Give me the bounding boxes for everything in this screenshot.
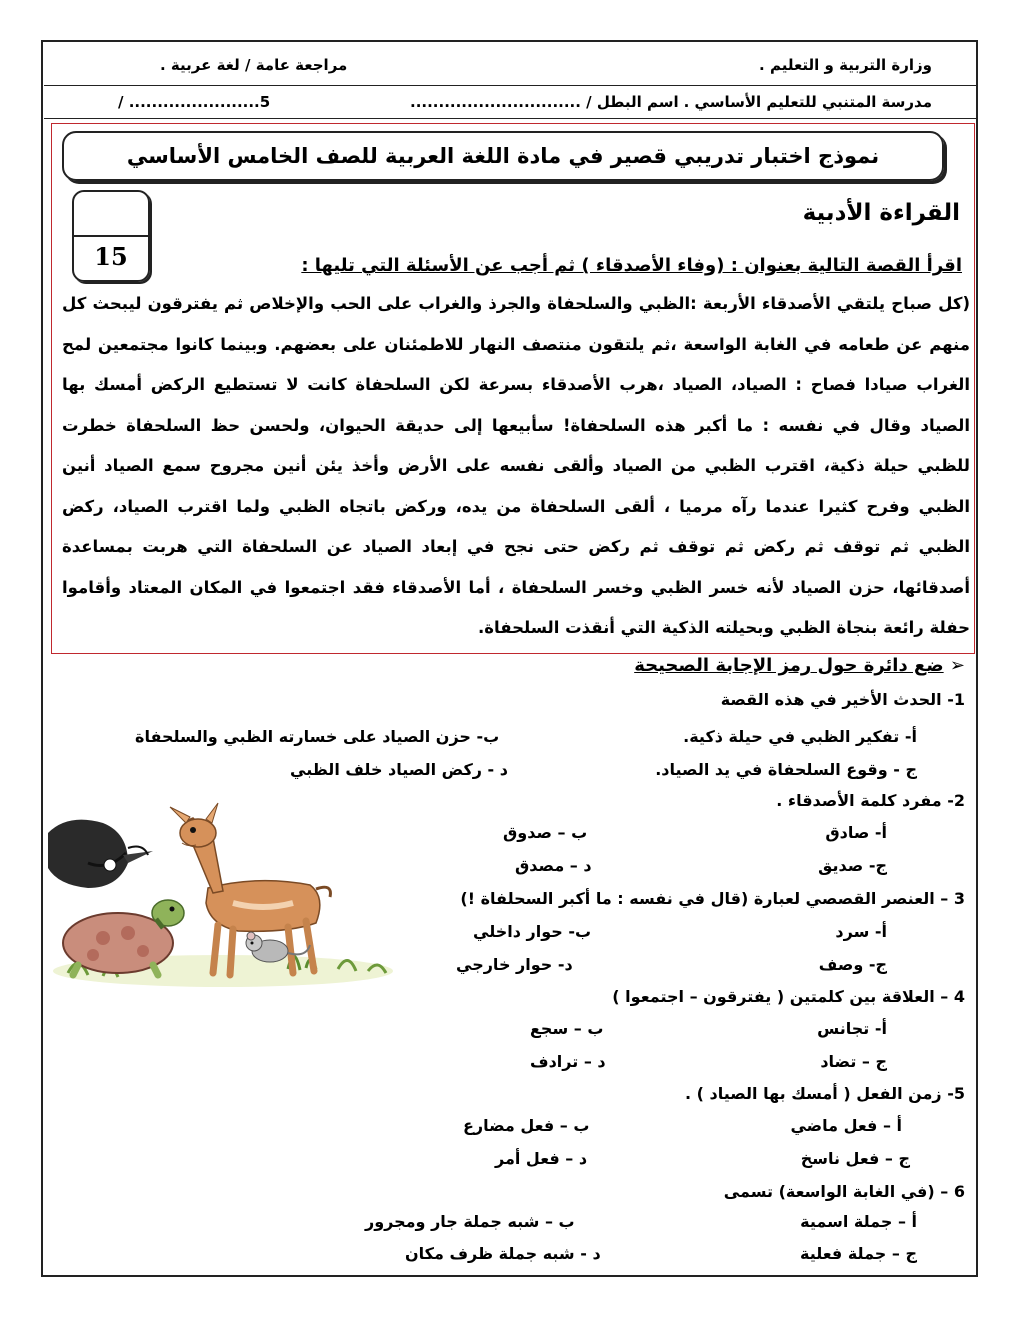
q1-option-b: ب- حزن الصياد على خسارته الظبي والسلحفاة (135, 727, 500, 746)
q4-option-a: أ- تجانس (817, 1019, 887, 1038)
section-title: القراءة الأدبية (802, 200, 960, 226)
q5-option-a: أ – فعل ماضي (790, 1116, 902, 1135)
q2-option-a: أ- صادق (825, 823, 887, 842)
header-rule (44, 85, 976, 86)
class-label: 5....................... / (118, 93, 271, 111)
q4-option-c: ج – تضاد (820, 1052, 887, 1071)
q5-option-b: ب – فعل مضارع (463, 1116, 590, 1135)
q6-option-a: أ – جملة اسمية (800, 1212, 917, 1231)
score-divider (74, 235, 148, 237)
q3-option-d: د- حوار خارجي (456, 955, 573, 974)
q6-option-b: ب – شبه جملة جار ومجرور (365, 1212, 575, 1231)
school-label: مدرسة المتنبي للتعليم الأساسي . (683, 93, 932, 111)
q3-option-a: أ- سرد (835, 922, 887, 941)
q5-option-c: ج – فعل ناسخ (800, 1149, 910, 1168)
q3-option-c: ج- وصف (818, 955, 887, 974)
score-value: 15 (94, 242, 128, 271)
question-3-stem: 3 – العنصر القصصي لعبارة (قال في نفسه : ما أكبر السحلفاة !) (460, 889, 965, 908)
questions-heading-text: ضع دائرة حول رمز الإجابة الصحيحة (634, 655, 944, 676)
q3-option-b: ب- حوار داخلي (473, 922, 592, 941)
question-1-stem: 1- الحدث الأخير في هذه القصة (720, 690, 965, 709)
q2-option-b: ب – صدوق (503, 823, 588, 842)
story-passage: (كل صباح يلتقي الأصدقاء الأربعة :الظبي والسلحفاة والجرذ والغراب على الحب والإخلاص ثم يفترقون ليبحث كل منهم عن طعامه في الغابة الواسعة ،ثم يلتقون منتصف النهار للاطمئنان على بعضهم. وبينما كانوا مجتمعين لمح الغراب صيادا فصاح : الصياد، الصياد ،هرب الأصدقاء بسرعة لكن السلحفاة كانت لا تستطيع الركض أمسك بها الصياد وقال في نفسه : ما أكبر هذه السلحفاة! سأبيعها إلى حديقة الحيوان، ولحسن حظ السلحفاة خطرت للظبي حيلة ذكية، اقترب الظبي من الصياد وألقى نفسه على الأرض وأخذ يئن أنين مجروح سمع الصياد أنين الظبي وفرح كثيرا عندما رآه مرميا ، ألقى السلحفاة من يده، وركض باتجاه الظبي ولما اقترب الصياد، ركض الظبي ثم توقف ثم ركض ثم توقف ثم ركض حتى نجح في إبعاد الصياد عن السلحفاة التي هربت بمساعدة أصدقائها، حزن الصياد لأنه خسر الظبي وخسر السلحفاة ، أما الأصدقاء فقد اجتمعوا في المكان المعتاد وأقاموا حفلة رائعة بنجاة الظبي وبحيلته الذكية التي أنقذت السلحفاة. (62, 294, 970, 637)
student-name-label: اسم البطل / .............................. (410, 93, 679, 111)
header-rule-2 (44, 118, 976, 119)
q5-option-d: د – فعل أمر (495, 1149, 588, 1168)
q6-option-c: ج – جملة فعلية (799, 1244, 917, 1263)
q1-option-d: د - ركض الصياد خلف الظبي (290, 760, 508, 779)
crow-icon (48, 820, 153, 888)
q6-option-d: د - شبه جملة ظرف مكان (405, 1244, 601, 1263)
review-label: مراجعة عامة / لغة عربية . (160, 56, 348, 74)
q1-option-a: أ- تفكير الظبي في حيلة ذكية. (683, 727, 917, 746)
q4-option-d: د – ترادف (530, 1052, 606, 1071)
q4-option-b: ب – سجع (530, 1019, 604, 1038)
question-5-stem: 5- زمن الفعل ( أمسك بها الصياد ) . (684, 1084, 965, 1103)
q2-option-c: ج- صديق (818, 856, 887, 875)
questions-heading (634, 655, 965, 676)
ministry-label: وزارة التربية و التعليم . (759, 56, 932, 74)
question-6-stem: 6 – (في الغابة الواسعة) تسمى (723, 1182, 965, 1201)
q1-option-c: ج - وقوع السلحفاة في يد الصياد. (655, 760, 917, 779)
instruction: اقرأ القصة التالية بعنوان : (وفاء الأصدقاء ) ثم أجب عن الأسئلة التي تليها : (301, 255, 962, 276)
exam-title: نموذج اختبار تدريبي قصير في مادة اللغة العربية للصف الخامس الأساسي (62, 131, 944, 181)
score-box (72, 190, 150, 282)
story-illustration (48, 793, 393, 993)
arrow-icon: ➢ (943, 655, 965, 676)
question-2-stem: 2- مفرد كلمة الأصدقاء . (776, 791, 965, 810)
question-4-stem: 4 – العلاقة بين كلمتين ( يفترقون – اجتمعوا ) (612, 987, 965, 1006)
q2-option-d: د – مصدق (515, 856, 592, 875)
